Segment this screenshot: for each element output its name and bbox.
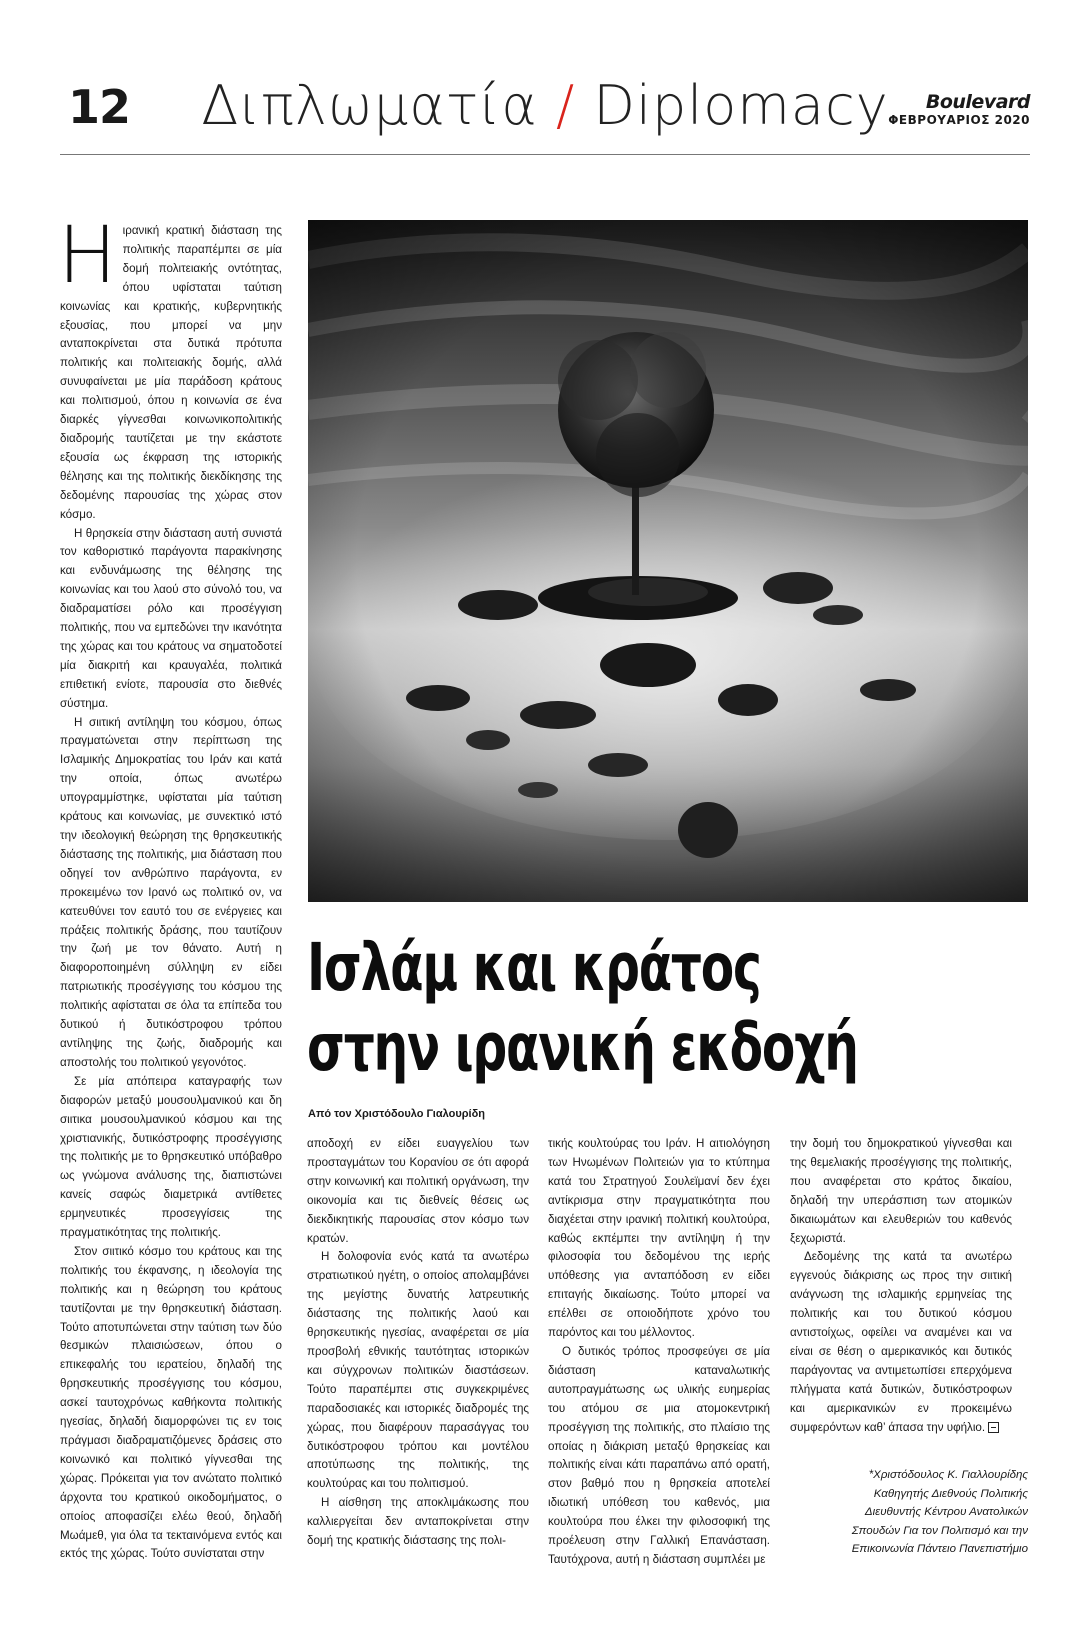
bio-line: Επικοινωνία Πάντειο Πανεπιστήμιο — [851, 1543, 1028, 1555]
brand-name: Boulevard — [925, 91, 1030, 113]
author-bio — [768, 1466, 1028, 1559]
headline-line-1: Ισλάμ και κράτος — [307, 929, 761, 1006]
bio-line: *Χριστόδουλος Κ. Γιαλλουρίδης — [868, 1469, 1028, 1481]
paragraph: Η σιιτική αντίληψη του κόσμου, όπως πραγματώνεται στην περίπτωση της Ισλαμικής Δημοκρατίας του Ιράν και κατά την οποία, όπως ανωτέρω υπογραμμίστηκε, υφίσταται μία ταύτιση κράτους και κοινωνίας, με συνεκτικό ιστό την ιδεολογική θεώρηση της θρησκευτικής διάστασης της πολιτικής, μια διάσταση που οδηγεί τον ανθρώπινο παράγοντα, εν προκειμένω τον Ιρανό ως πολιτικό ον, να κατευθύνει τον εαυτό του σε ενέργειες και πράξεις πολιτικής δράσης, που ταυτίζουν την ζωή με τον θάνατο. Αυτή η διαφοροποιημένη σύλληψη εν είδει πατριωτικής προσέγγισης του κόσμου της πολιτικής αφίσταται σε όλα τα επίπεδα του δυτικού ή δυτικόστροφου τρόπου αντίληψης της ζωής, διαδρομής και αποστολής του πολιτικού γεγονότος. — [60, 715, 282, 1069]
tree-on-rock-photo — [308, 220, 1028, 902]
issue-date: ΦΕΒΡΟΥΑΡΙΟΣ 2020 — [888, 113, 1030, 127]
paragraph: Στον σιιτικό κόσμο του κράτους και της πολιτικής του έκφανσης, η ιδεολογία της πολιτικής και η θεώρηση του κράτους ταυτίζονται με την θρησκευτική διάσταση. Τούτο αποτυπώνεται στην ταύτιση των δύο θεσμικών πλαισιώσεων, όπου ο επικεφαλής του ιερατείου, δηλαδή της θρησκευτικής προσέγγισης του κόσμου, ασκεί ταυτοχρόνως καθήκοντα πολιτικής ηγεσίας, δηλαδή διαμορφώνει τις εν τοις πράγμασι διαδραματιζόμενες δράσεις στο κοινωνικό και πολιτικό γίγνεσθαι της χώρας. Πρόκειται για τον ανώτατο πολιτικό άρχοντα του κρατικού οικοδομήματος, ο οποίος αποφασίζει ελέω θεού, δηλαδή Μωάμεθ, για όλα τα τεκταινόμενα εντός και εκτός της χώρας. Τούτο συνίσταται στην — [60, 1244, 282, 1561]
page-number: 12 — [68, 80, 131, 134]
end-of-article-icon — [988, 1422, 999, 1433]
headline-line-2: στην ιρανική εκδοχή — [307, 1009, 858, 1086]
paragraph: τικής κουλτούρας του Ιράν. Η αιτιολόγηση των Ηνωμένων Πολιτειών για το κτύπημα κατά του Στρατηγού Σουλεϊμανί δεν έχει αντίκρισμα στην πραγματικότητα που διαχέεται στην ιρανική πολιτική κουλτούρα, καθώς εκπέμπει την αντίληψη ή την φιλοσοφία του δεδομένου της ιερής υπόθεσης για ανταπόδοση εν είδει επιταγής δικαίωσης. Τούτο μπορεί να επέλθει σε οποιοδήποτε χρόνο του παρόντος και του μέλλοντος. — [548, 1137, 770, 1340]
paragraph: Η θρησκεία στην διάσταση αυτή συνιστά τον καθοριστικό παράγοντα παρακίνησης και ενδυνάμωσης της θέλησης της κοινωνίας και του λαού στο σύνολό του, να διαδραματίσει ρόλο και προσέγγιση πολιτικής, που να εμπεδώνει την ικανότητα της χώρας και του κράτους να σηματοδοτεί μία διακριτή και κραυγαλέα, πολιτικά επιθετική ενίοτε, παρουσία στο διεθνές σύστημα. — [60, 526, 282, 710]
paragraph: Η αίσθηση της αποκλιμάκωσης που καλλιεργείται δεν ανταποκρίνεται στην δομή της κρατικής διάστασης της πολι- — [307, 1496, 529, 1548]
masthead — [888, 92, 1030, 128]
paragraph: Ηιρανική κρατική διάσταση της πολιτικής παραπέμπει σε μία δομή πολιτειακής οντότητας, όπου υφίσταται ταύτιση κοινωνίας και κρατικής, κυβερνητικής εξουσίας, που μπορεί να μην ανταποκρίνεται στα δυτικά πρότυπα πολιτικής και πολιτειακής δομής, αλλά συνυφαίνεται με μία παράδοση κράτους και πολιτισμού, όπου η κοινωνία σε ένα διαρκές γίγνεσθαι κοινωνικοπολιτικής διαδρομής ταυτίζεται με την εκάστοτε εξουσία ως έκφραση της ιστορικής θέλησης και της πολιτικής διεκδίκησης της δεδομένης παρουσίας της χώρας στον κόσμο. — [58, 211, 282, 521]
paragraph: την δομή του δημοκρατικού γίγνεσθαι και της θεμελιακής προσέγγισης της πολιτικής, που αναφέρεται στο κράτος δικαίου, δηλαδή την υπεράσπιση των ατομικών δικαιωμάτων και ελευθεριών του καθενός ξεχωριστά. — [790, 1137, 1012, 1245]
bio-line: Σπουδών Για τον Πολιτισμό και την — [851, 1524, 1028, 1537]
paragraph: Δεδομένης της κατά τα ανωτέρω εγγενούς διάκρισης ως προς την σιιτική ανάγνωση της ισλαμικής ερμηνείας της πολιτικής και του δυτικού κόσμου αντιστοίχως, οφείλει να αναμένει και να είναι σε θέση ο αμερικανικός και δυτικός παράγοντας να αντιμετωπίσει επερχόμενα πλήγματα κατά δυτικών, δυτικόστροφων και αμερικανικών εν προκειμένω συμφερόντων καθ’ άπασα την υφήλιο. — [790, 1250, 1012, 1434]
section-title — [60, 74, 1030, 137]
article-column-1 — [58, 211, 282, 1564]
paragraph: Η δολοφονία ενός κατά τα ανωτέρω στρατιωτικού ηγέτη, ο οποίος απολαμβάνει της μεγίστης δυνατής λατρευτικής διάστασης της πολιτικής λαού και θρησκευτικής ηγεσίας, αναφέρεται σε μία προσβολή εθνικής ταυτότητας ιστορικών και σύγχρονων πολιτικών διαστάσεων. Τούτο παραπέμπει στις συγκεκριμένες παραδοσιακές και ιστορικές διαδρομές της χώρας, που διαφέρουν παρασάγγας του δυτικόστροφου τρόπου και μοντέλου αποτύπωσης της πολιτικής, της κουλτούρας και του πολιτισμού. — [307, 1250, 529, 1491]
article-headline — [307, 928, 897, 1088]
byline: Από τον Χριστόδουλο Γιαλουρίδη — [308, 1108, 485, 1120]
article-photo — [308, 220, 1028, 902]
section-title-slash: / — [556, 74, 576, 137]
section-title-greek: Διπλωματία — [201, 74, 538, 137]
paragraph: αποδοχή εν είδει ευαγγελίου των προσταγμάτων του Κορανίου σε ότι αφορά στην κοινωνική και πολιτική οργάνωση, την οικονομία και τις διεθνείς θέσεις ως διεκδικητικής παρουσίας στον κόσμο των κρατών. — [307, 1137, 529, 1245]
paragraph: Σε μία απόπειρα καταγραφής των διαφορών μεταξύ μουσουλμανικού και δη σιιτικα μουσουλμανικού κόσμου και της χριστιανικής, δυτικόστροφης προσέγγισης της πολιτικής με το θρησκευτικό υπόβαθρο ως γνώμονα ανάλυσης της, διαπιστώνει κανείς σαφώς διαμετρικά αντίθετες ερμηνευτικές προσεγγίσεις της πραγματικότητας της πολιτικής. — [60, 1074, 282, 1240]
bio-line: Καθηγητής Διεθνούς Πολιτικής — [873, 1487, 1028, 1500]
drop-cap: Η — [58, 211, 117, 301]
article-column-3 — [548, 1135, 770, 1570]
article-column-4 — [790, 1135, 1012, 1438]
bio-line: Διευθυντής Κέντρου Ανατολικών — [864, 1506, 1028, 1518]
paragraph: Ο δυτικός τρόπος προσφεύγει σε μία διάσταση καταναλωτικής αυτοπραγμάτωσης ως υλικής ευημερίας του ατόμου σε μια ατομοκεντρική προσέγγιση της πολιτικής, στο πλαίσιο της οποίας η διάκριση μεταξύ θρησκείας και πολιτικής είναι κάτι παραπάνω από ορατή, στον βαθμό που η θρησκεία αποτελεί ιδιωτική υπόθεση του καθενός, μια κουλτούρα που έλκει την φιλοσοφική της προέλευση στην Γαλλική Επανάσταση. Ταυτόχρονα, αυτή η διάσταση συμπλέει με — [548, 1344, 770, 1566]
section-title-english: Diplomacy — [593, 74, 889, 137]
article-column-2 — [307, 1135, 529, 1551]
page-header — [60, 74, 1030, 154]
header-divider — [60, 154, 1030, 155]
